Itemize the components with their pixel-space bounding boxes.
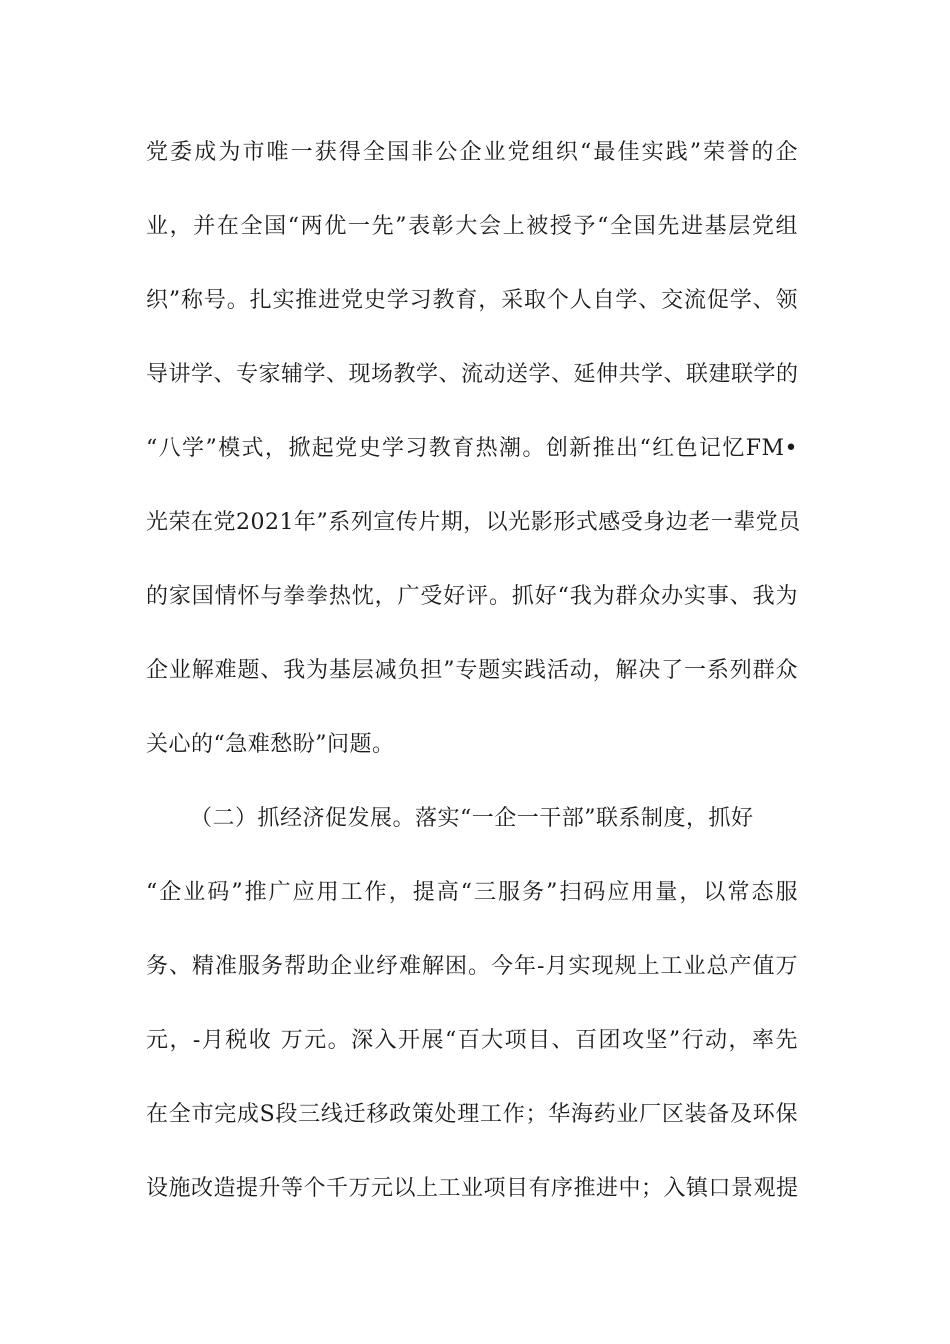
- text-line-2: 业，并在全国“两优一先”表彰大会上被授予“全国先进基层党组: [146, 214, 798, 239]
- section-heading-line: （二）抓经济促发展。落实“一企一干部”联系制度，抓好: [190, 806, 754, 831]
- text-line-9: 关心的“急难愁盼”问题。: [146, 732, 395, 757]
- text-line-8: 企业解难题、我为基层减负担”专题实践活动，解决了一系列群众: [146, 658, 798, 683]
- text-line-1: 党委成为市唯一获得全国非公企业党组织“最佳实践”荣誉的企: [146, 140, 798, 165]
- text-line-13: 元，-月税收 万元。深入开展“百大项目、百团攻坚”行动，率先: [146, 1028, 798, 1053]
- text-line-3: 织”称号。扎实推进党史学习教育，采取个人自学、交流促学、领: [146, 288, 798, 313]
- text-line-6: 光荣在党2021年”系列宣传片期，以光影形式感受身边老一辈党员: [146, 510, 801, 535]
- text-line-4: 导讲学、专家辅学、现场教学、流动送学、延伸共学、联建联学的: [146, 362, 799, 387]
- text-line-14: 在全市完成S段三线迁移政策处理工作；华海药业厂区装备及环保: [146, 1102, 798, 1127]
- text-line-11: “企业码”推广应用工作，提高“三服务”扫码应用量，以常态服: [146, 880, 798, 905]
- text-line-7: 的家国情怀与拳拳热忱，广受好评。抓好“我为群众办实事、我为: [146, 584, 798, 609]
- text-line-15: 设施改造提升等个千万元以上工业项目有序推进中；入镇口景观提: [146, 1176, 799, 1201]
- text-line-5: “八学”模式，掀起党史学习教育热潮。创新推出“红色记忆FM•: [146, 436, 798, 461]
- text-line-12: 务、精准服务帮助企业纾难解困。今年-月实现规上工业总产值万: [146, 954, 798, 979]
